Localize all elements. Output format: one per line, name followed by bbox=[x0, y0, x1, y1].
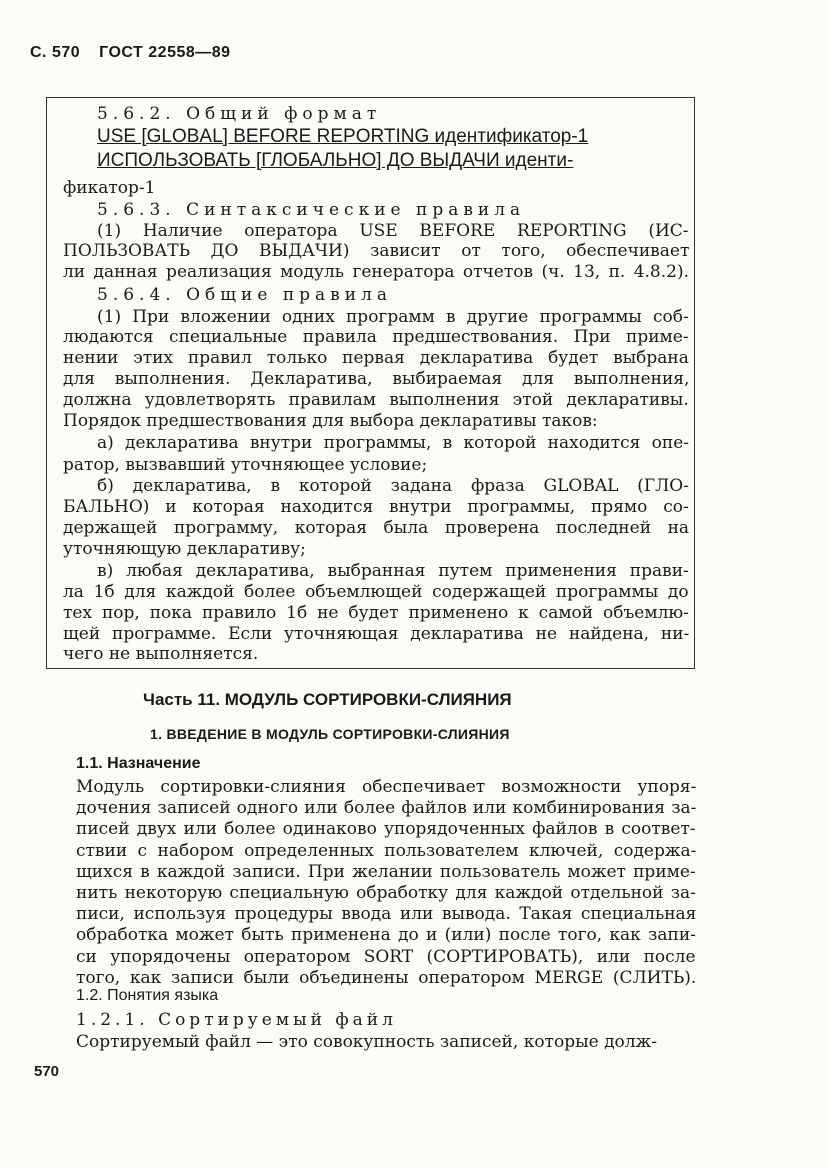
paragraph-1-2-1: Сортируемый файл — это совокупность записей, которые долж- bbox=[76, 1032, 657, 1052]
paragraph-line: щихся в каждой записи. При желании пользователь может приме- bbox=[76, 861, 696, 882]
boxed-section bbox=[46, 97, 695, 669]
subsection-1-1-title: 1.1. Назначение bbox=[76, 755, 201, 772]
page-number-header: С. 570 bbox=[30, 44, 81, 61]
paragraph-line: того, как записи были объединены оператором MERGE (СЛИТЬ). bbox=[76, 967, 697, 988]
box-line: ПОЛЬЗОВАТЬ ДО ВЫДАЧИ) зависит от того, обеспечивает bbox=[63, 241, 690, 261]
box-line: USE [GLOBAL] BEFORE REPORTING идентификатор-1 bbox=[97, 126, 589, 147]
box-line: Порядок предшествования для выбора декларативы таков: bbox=[63, 411, 598, 431]
box-line: ратор, вызвавший уточняющее условие; bbox=[63, 455, 428, 475]
part-title: Часть 11. МОДУЛЬ СОРТИРОВКИ-СЛИЯНИЯ bbox=[143, 690, 512, 709]
paragraph-line: нить некоторую специальную обработку для каждой отдельной за- bbox=[76, 883, 696, 903]
paragraph-line: обработка может быть применена до и (или) после того, как запи- bbox=[76, 925, 696, 946]
box-line: в) любая декларатива, выбранная путем применения прави- bbox=[97, 561, 689, 581]
box-line: 5.6.4. Общие правила bbox=[97, 285, 393, 305]
box-line: держащей программу, которая была проверена последней на bbox=[63, 518, 690, 538]
box-line: БАЛЬНО) и которая находится внутри программы, прямо со- bbox=[63, 497, 689, 517]
paragraph-line: писи, используя процедуры ввода или вывода. Такая специальная bbox=[76, 904, 697, 925]
paragraph-line: Модуль сортировки-слияния обеспечивает возможности упоря- bbox=[76, 777, 697, 797]
subsection-1-2-1-title: 1.2.1. Сортируемый файл bbox=[76, 1010, 397, 1030]
paragraph-line: си упорядочены оператором SORT (СОРТИРОВАТЬ), или после bbox=[76, 946, 696, 967]
standard-number: ГОСТ 22558—89 bbox=[99, 44, 231, 61]
box-line: (1) При вложении одних программ в другие программы соб- bbox=[97, 307, 689, 327]
box-line: должна удовлетворять правилам выполнения этой декларативы. bbox=[63, 390, 689, 410]
subsection-1-2-title: 1.2. Понятия языка bbox=[76, 987, 219, 1004]
box-line: для выполнения. Декларатива, выбираемая для выполнения, bbox=[63, 369, 690, 389]
box-line: нении этих правил только первая декларатива будет выбрана bbox=[63, 348, 689, 368]
box-line: фикатор-1 bbox=[63, 178, 156, 198]
box-line: людаются специальные правила предшествования. При приме- bbox=[63, 327, 689, 347]
box-line: ли данная реализация модуль генератора отчетов (ч. 13, п. 4.8.2). bbox=[63, 262, 689, 282]
box-line: ИСПОЛЬЗОВАТЬ [ГЛОБАЛЬНО] ДО ВЫДАЧИ иденти- bbox=[97, 150, 574, 171]
box-line: 5.6.3. Синтаксические правила bbox=[97, 200, 526, 220]
box-line: тех пор, пока правило 1б не будет применено к самой объемлю- bbox=[63, 603, 689, 623]
box-line: 5.6.2. Общий формат bbox=[97, 104, 382, 124]
paragraph-line: ствии с набором определенных пользователем ключей, содержа- bbox=[76, 840, 697, 861]
paragraph-line: писей двух или более одинаково упорядоченных файлов в соответ- bbox=[76, 819, 696, 840]
box-line: уточняющую декларативу; bbox=[63, 539, 306, 559]
box-line: чего не выполняется. bbox=[63, 644, 259, 664]
box-line: а) декларатива внутри программы, в которой находится опе- bbox=[97, 433, 690, 453]
page-number-footer: 570 bbox=[34, 1063, 60, 1080]
box-line: (1) Наличие оператора USE BEFORE REPORTING (ИС- bbox=[97, 221, 689, 241]
box-line: щей программе. Если уточняющая декларатива не найдена, ни- bbox=[63, 624, 690, 644]
paragraph-line: дочения записей одного или более файлов или комбинирования за- bbox=[76, 798, 697, 819]
section-title: 1. ВВЕДЕНИЕ В МОДУЛЬ СОРТИРОВКИ-СЛИЯНИЯ bbox=[150, 726, 510, 742]
box-line: б) декларатива, в которой задана фраза GLOBAL (ГЛО- bbox=[97, 476, 689, 496]
box-line: ла 1б для каждой более объемлющей содержащей программы до bbox=[63, 582, 689, 602]
page-header bbox=[30, 44, 245, 62]
